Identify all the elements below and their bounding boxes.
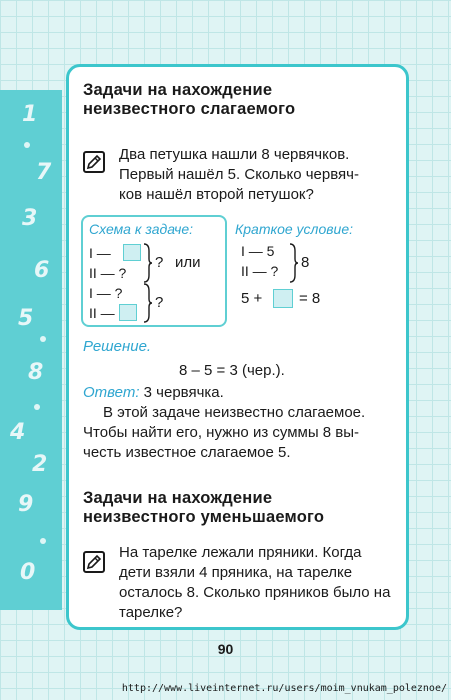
decor-dot [24, 142, 30, 148]
decor-digit: 8 [28, 360, 44, 385]
unknown-square [273, 289, 293, 308]
brace-icon [143, 243, 153, 283]
short-row: II — ? [241, 263, 279, 279]
decor-digit: 3 [22, 206, 38, 231]
brace-icon [289, 243, 299, 283]
task-line: тарелке? [119, 604, 183, 621]
unknown-square [123, 244, 141, 261]
decor-digit: 9 [18, 492, 34, 517]
task-line: Первый нашёл 5. Сколько червяч- [119, 166, 359, 183]
decor-digit: 4 [10, 420, 26, 445]
decor-dot [40, 538, 46, 544]
task-text [119, 543, 401, 623]
task-line: Два петушка нашли 8 червячков. [119, 146, 350, 163]
section-title-line: Задачи на нахождение [83, 81, 273, 99]
pencil-icon [83, 551, 105, 573]
content-card [66, 64, 409, 630]
decor-dot [34, 404, 40, 410]
brace-icon [143, 283, 153, 323]
decor-dot [40, 336, 46, 342]
short-row: I — 5 [241, 243, 275, 259]
solution-expression: 8 – 5 = 3 (чер.). [179, 362, 285, 379]
side-decoration-strip [0, 90, 62, 610]
short-total: 8 [301, 254, 310, 271]
scheme-or: или [175, 254, 201, 271]
scheme-row: I — ? [89, 285, 123, 301]
pencil-icon [83, 151, 105, 173]
equation-left: 5 + [241, 290, 263, 307]
footer-url[interactable]: http://www.liveinternet.ru/users/moim_vnukam_poleznoe/ [121, 683, 447, 694]
explanation-line: В этой задаче неизвестно слагаемое. [103, 404, 366, 421]
decor-digit: 1 [22, 102, 38, 127]
task-line: ков нашёл второй петушок? [119, 186, 314, 203]
short-condition-label: Краткое условие: [235, 221, 354, 237]
task-line: осталось 8. Сколько пряников было на [119, 584, 391, 601]
scheme-label: Схема к задаче: [89, 221, 194, 237]
decor-digit: 6 [34, 258, 50, 283]
decor-digit: 0 [20, 560, 36, 585]
scheme-question: ? [155, 294, 164, 311]
section-title [83, 81, 403, 119]
page-number: 90 [217, 641, 234, 657]
scheme-row: II — ? [89, 265, 127, 281]
scheme-row: II — [89, 305, 115, 321]
scheme-row: I — [89, 245, 111, 261]
task-text [119, 145, 401, 205]
equation-right: = 8 [299, 290, 321, 307]
decor-digit: 5 [18, 306, 34, 331]
explanation-line: Чтобы найти его, нужно из суммы 8 вы- [83, 424, 360, 441]
explanation [83, 403, 399, 463]
section-title-line: неизвестного уменьшаемого [83, 508, 325, 526]
section-title-line: Задачи на нахождение [83, 489, 273, 507]
answer-text: 3 червячка. [143, 384, 224, 401]
decor-digit: 7 [36, 160, 52, 185]
scheme-question: ? [155, 254, 164, 271]
scheme-box [81, 215, 227, 327]
solution-label: Решение. [83, 338, 152, 355]
task-line: На тарелке лежали пряники. Когда [119, 544, 362, 561]
explanation-line: честь известное слагаемое 5. [83, 444, 291, 461]
unknown-square [119, 304, 137, 321]
task-line: дети взяли 4 пряника, на тарелке [119, 564, 353, 581]
answer-label: Ответ: [83, 384, 140, 401]
answer-line [83, 383, 224, 403]
decor-digit: 2 [32, 452, 48, 477]
section-title [83, 489, 403, 527]
section-title-line: неизвестного слагаемого [83, 100, 296, 118]
